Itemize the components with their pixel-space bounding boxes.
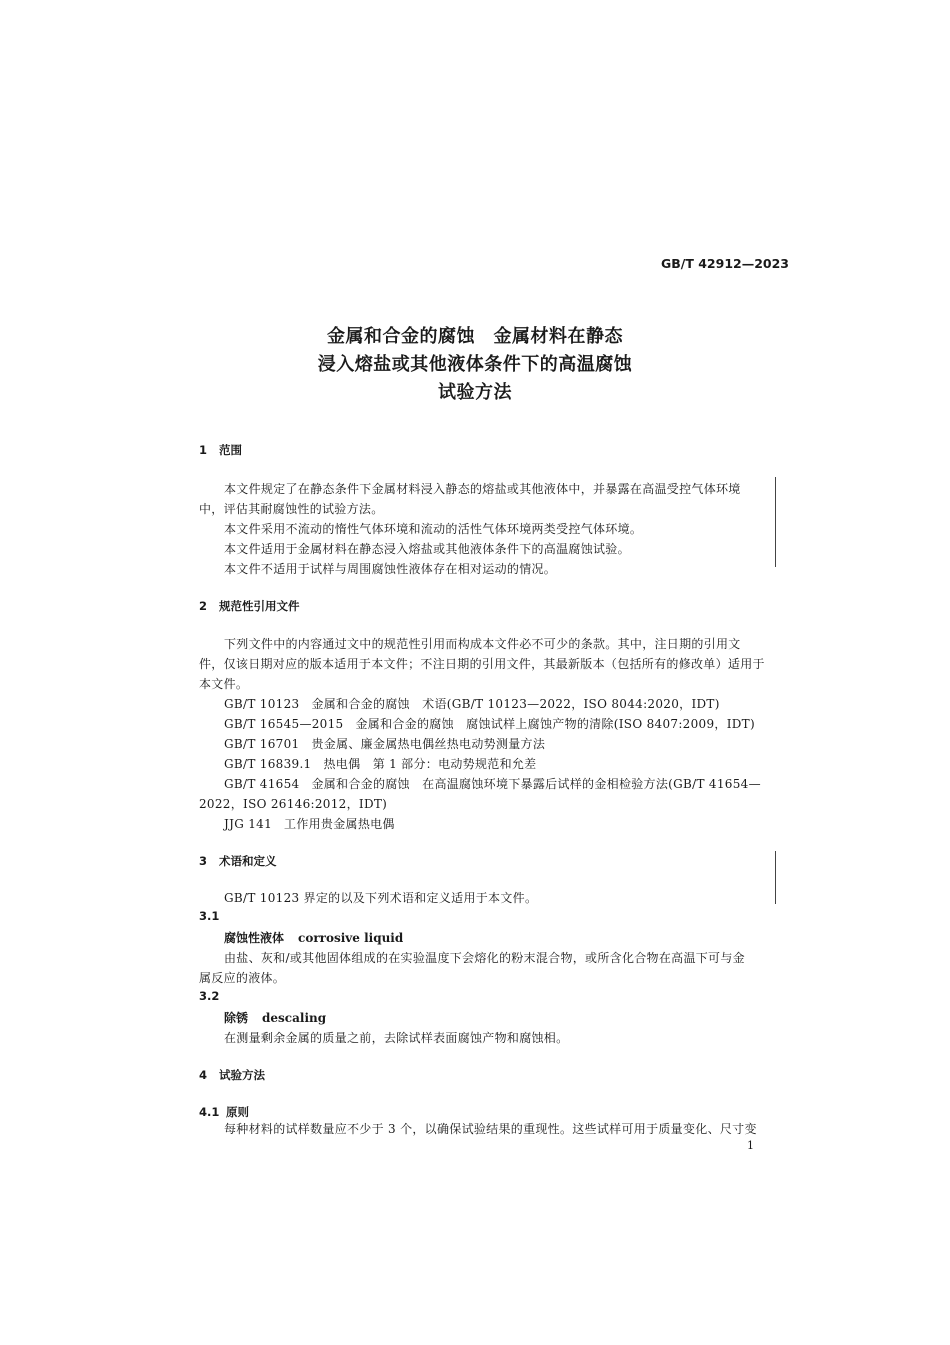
section-title: 术语和定义 — [219, 854, 277, 868]
section-title: 规范性引用文件 — [219, 599, 300, 613]
paragraph: 本文件采用不流动的惰性气体环境和流动的活性气体环境两类受控气体环境。 — [224, 522, 643, 536]
reference-code: GB/T 41654 — [224, 777, 300, 791]
term-definition: 由盐、灰和/或其他固体组成的在实验温度下会熔化的粉末混合物，或所含化合物在高温下可与金 — [224, 951, 745, 965]
reference-item — [224, 695, 720, 712]
section-4-heading — [199, 1067, 265, 1083]
paragraph: 每种材料的试样数量应不少于 3 个，以确保试验结果的重现性。这些试样可用于质量变化、尺寸变 — [224, 1122, 757, 1136]
paragraph: 本文件。 — [199, 677, 249, 691]
term-definition: 在测量剩余金属的质量之前，去除试样表面腐蚀产物和腐蚀相。 — [224, 1031, 569, 1045]
section-1-heading — [199, 442, 242, 458]
reference-item — [224, 775, 761, 792]
paragraph: GB/T 10123 界定的以及下列术语和定义适用于本文件。 — [224, 891, 538, 905]
change-bar — [775, 851, 776, 904]
term-number: 3.2 — [199, 989, 220, 1003]
reference-item — [224, 715, 755, 732]
reference-item — [224, 755, 536, 772]
section-3-heading — [199, 853, 277, 869]
paragraph: 下列文件中的内容通过文中的规范性引用而构成本文件必不可少的条款。其中，注日期的引用文 — [224, 637, 741, 651]
section-title: 试验方法 — [219, 1068, 265, 1082]
reference-title: 工作用贵金属热电偶 — [284, 817, 395, 831]
reference-item — [224, 815, 395, 832]
change-bar — [775, 477, 776, 567]
term-number: 3.1 — [199, 909, 220, 923]
section-number: 1 — [199, 443, 208, 457]
reference-code: GB/T 16545—2015 — [224, 717, 344, 731]
section-number: 3 — [199, 854, 208, 868]
paragraph: 本文件规定了在静态条件下金属材料浸入静态的熔盐或其他液体中，并暴露在高温受控气体环境 — [224, 482, 741, 496]
section-number: 2 — [199, 599, 208, 613]
reference-title: 金属和合金的腐蚀 在高温腐蚀环境下暴露后试样的金相检验方法(GB/T 41654— — [311, 777, 761, 791]
term-entry — [224, 929, 403, 946]
term-definition: 属反应的液体。 — [199, 971, 286, 985]
section-2-heading — [199, 598, 300, 614]
reference-title: 热电偶 第 1 部分：电动势规范和允差 — [323, 757, 537, 771]
subsection-4-1-heading — [199, 1104, 249, 1120]
document-title-line-1: 金属和合金的腐蚀 金属材料在静态 — [327, 326, 623, 347]
reference-code: JJG 141 — [224, 817, 273, 831]
reference-item — [224, 735, 545, 752]
reference-code: GB/T 16701 — [224, 737, 300, 751]
section-title: 范围 — [219, 443, 242, 457]
reference-code: GB/T 16839.1 — [224, 757, 312, 771]
term-english: descaling — [262, 1011, 327, 1025]
term-entry — [224, 1009, 326, 1026]
reference-code: GB/T 10123 — [224, 697, 300, 711]
reference-title: 金属和合金的腐蚀 术语(GB/T 10123—2022，ISO 8044:2020，IDT) — [311, 697, 720, 711]
paragraph: 本文件不适用于试样与周围腐蚀性液体存在相对运动的情况。 — [224, 562, 557, 576]
page-number: 1 — [747, 1139, 754, 1152]
reference-item-continuation: 2022，ISO 26146:2012，IDT) — [199, 797, 388, 811]
term-chinese: 除锈 — [224, 1011, 249, 1025]
term-chinese: 腐蚀性液体 — [224, 931, 285, 945]
term-english: corrosive liquid — [298, 931, 404, 945]
subsection-number: 4.1 — [199, 1105, 220, 1119]
section-number: 4 — [199, 1068, 208, 1082]
paragraph: 中，评估其耐腐蚀性的试验方法。 — [199, 502, 384, 516]
paragraph: 件，仅该日期对应的版本适用于本文件；不注日期的引用文件，其最新版本（包括所有的修改单）适用于 — [199, 657, 765, 671]
subsection-title: 原则 — [226, 1105, 249, 1119]
reference-title: 金属和合金的腐蚀 腐蚀试样上腐蚀产物的清除(ISO 8407:2009，IDT) — [355, 717, 755, 731]
reference-title: 贵金属、廉金属热电偶丝热电动势测量方法 — [311, 737, 546, 751]
document-title-line-3: 试验方法 — [438, 382, 512, 403]
document-title-line-2: 浸入熔盐或其他液体条件下的高温腐蚀 — [317, 354, 633, 375]
paragraph: 本文件适用于金属材料在静态浸入熔盐或其他液体条件下的高温腐蚀试验。 — [224, 542, 630, 556]
standard-code: GB/T 42912—2023 — [661, 256, 790, 271]
